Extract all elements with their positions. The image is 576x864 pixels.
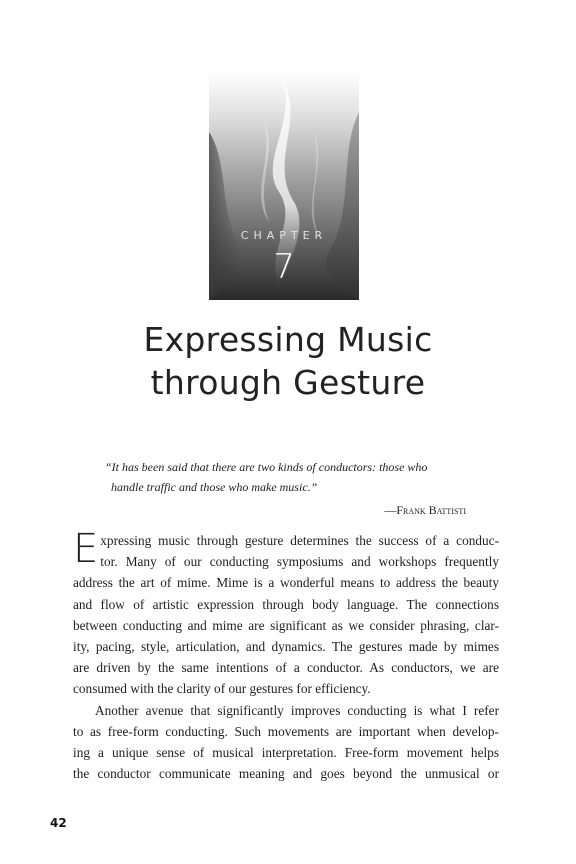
paragraph-1 (73, 526, 499, 700)
chapter-number: 7 (273, 247, 295, 287)
chapter-title-line-1: Expressing Music (143, 320, 433, 359)
page-number: 42 (50, 816, 67, 830)
epigraph-line-1: “It has been said that there are two kinds of conductors: those who (105, 460, 428, 474)
epigraph-attribution: —Frank Battisti (384, 503, 466, 517)
chapter-title-line-2: through Gesture (150, 363, 426, 402)
text-line: address the art of mime. Mime is a wonderful means to address the beauty (73, 575, 499, 591)
text-line: xpressing music through gesture determines the success of a conduc- (100, 533, 499, 548)
text-line: ing a unique sense of musical interpretation. Free-form movement helps (73, 745, 499, 761)
text-line: Another avenue that significantly improves conducting is what I refer (95, 702, 499, 718)
drop-cap: E (73, 526, 99, 572)
body-text (73, 526, 499, 784)
text-line: tor. Many of our conducting symposiums and workshops frequently (100, 554, 499, 570)
paragraph-2 (73, 700, 499, 785)
chapter-label: CHAPTER (240, 229, 328, 242)
text-line: the conductor communicate meaning and goes beyond the unmusical or (73, 766, 499, 782)
text-line: and flow of artistic expression through body language. The connections (73, 596, 499, 612)
epigraph-quote (105, 457, 465, 497)
text-line: to as free-form conducting. Such movements are important when develop- (73, 723, 499, 739)
chapter-opener-graphic (209, 72, 359, 300)
chapter-title (0, 318, 576, 404)
text-line: between conducting and mime are significant as we consider phrasing, clar- (73, 617, 499, 633)
epigraph-line-2: handle traffic and those who make music.” (111, 480, 318, 494)
text-line: are driven by the same intentions of a conductor. As conductors, we are (73, 660, 499, 676)
text-line: consumed with the clarity of our gestures for efficiency. (73, 681, 371, 697)
text-line: ity, pacing, style, articulation, and dynamics. The gestures made by mimes (73, 639, 499, 655)
